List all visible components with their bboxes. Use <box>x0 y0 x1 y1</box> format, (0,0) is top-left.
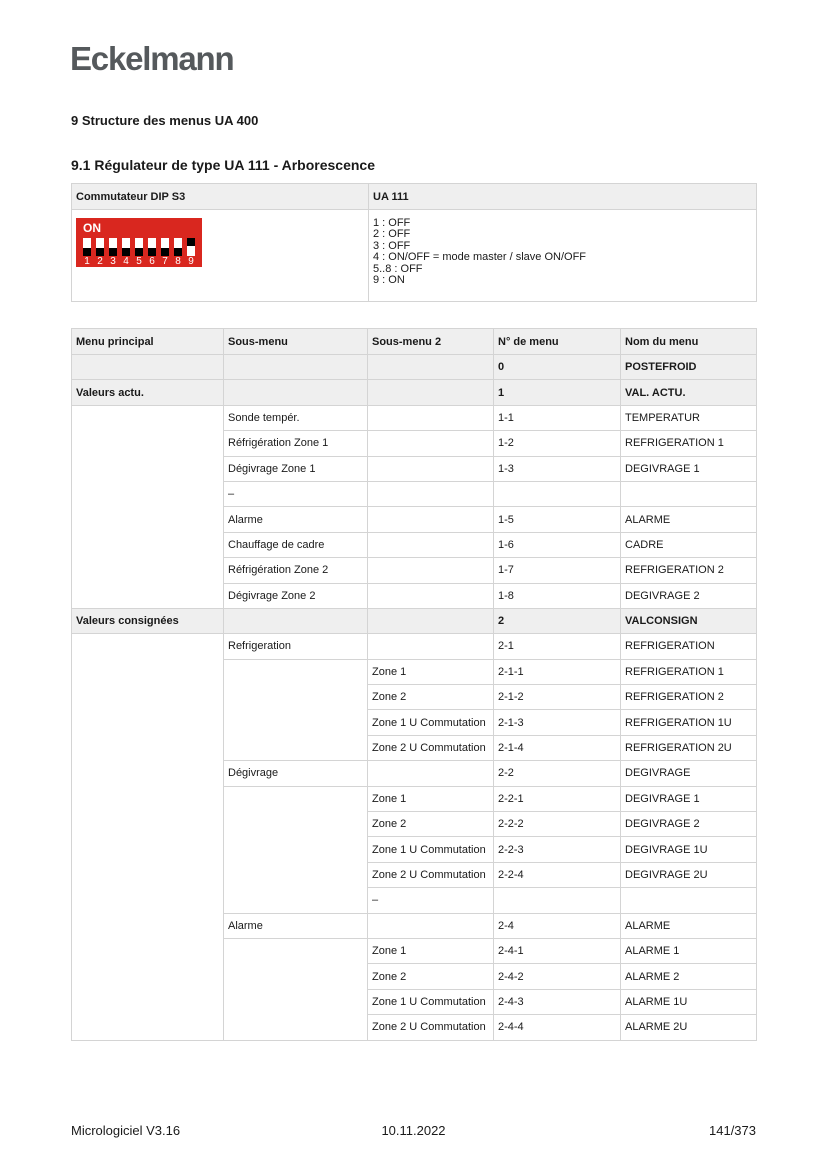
dip-switch-knob <box>122 248 130 256</box>
cell-main-menu <box>72 938 224 963</box>
dip-switch-knob <box>148 248 156 256</box>
cell-submenu <box>224 938 368 963</box>
cell-submenu <box>224 1015 368 1040</box>
cell-main-menu <box>72 913 224 938</box>
cell-menu-name: REFRIGERATION 1 <box>621 431 757 456</box>
cell-submenu-2: Zone 2 <box>368 812 494 837</box>
cell-main-menu: Valeurs consignées <box>72 608 224 633</box>
cell-menu-name: ALARME 2 <box>621 964 757 989</box>
cell-menu-name: VAL. ACTU. <box>621 380 757 405</box>
cell-submenu: Dégivrage Zone 1 <box>224 456 368 481</box>
cell-submenu: Réfrigération Zone 1 <box>224 431 368 456</box>
cell-submenu-2 <box>368 456 494 481</box>
cell-main-menu <box>72 989 224 1014</box>
cell-menu-number: 1-3 <box>494 456 621 481</box>
table-row <box>72 786 757 811</box>
footer-date: 10.11.2022 <box>381 1123 446 1138</box>
header-main-menu: Menu principal <box>72 329 224 355</box>
table-row <box>72 532 757 557</box>
cell-menu-name: DEGIVRAGE 2 <box>621 812 757 837</box>
cell-main-menu <box>72 1015 224 1040</box>
cell-main-menu <box>72 888 224 913</box>
cell-menu-number: 2 <box>494 608 621 633</box>
header-submenu-2: Sous-menu 2 <box>368 329 494 355</box>
table-row <box>72 431 757 456</box>
cell-main-menu <box>72 761 224 786</box>
cell-menu-name: REFRIGERATION 1U <box>621 710 757 735</box>
cell-menu-number: 1-8 <box>494 583 621 608</box>
table-row <box>72 710 757 735</box>
cell-menu-name: DEGIVRAGE 1 <box>621 456 757 481</box>
dip-switch-knob <box>109 248 117 256</box>
cell-menu-name: REFRIGERATION 2U <box>621 735 757 760</box>
cell-main-menu <box>72 735 224 760</box>
dip-switch-knob <box>135 248 143 256</box>
cell-submenu <box>224 659 368 684</box>
cell-menu-number: 2-4-3 <box>494 989 621 1014</box>
cell-submenu-2 <box>368 532 494 557</box>
table-row <box>72 481 757 506</box>
dip-switch-knob <box>174 248 182 256</box>
dip-col-header: Commutateur DIP S3 <box>72 184 369 210</box>
cell-main-menu <box>72 558 224 583</box>
cell-submenu-2: Zone 1 <box>368 786 494 811</box>
cell-menu-number <box>494 481 621 506</box>
dip-switch-table <box>71 183 757 302</box>
table-row <box>72 608 757 633</box>
cell-main-menu <box>72 964 224 989</box>
cell-submenu-2: Zone 2 U Commutation <box>368 735 494 760</box>
cell-menu-name: ALARME <box>621 507 757 532</box>
table-row <box>72 583 757 608</box>
cell-submenu-2: – <box>368 888 494 913</box>
cell-main-menu <box>72 355 224 380</box>
cell-main-menu <box>72 532 224 557</box>
cell-menu-number: 2-4-1 <box>494 938 621 963</box>
cell-submenu-2: Zone 1 <box>368 938 494 963</box>
footer-firmware: Micrologiciel V3.16 <box>71 1123 181 1138</box>
cell-menu-number: 2-1-1 <box>494 659 621 684</box>
cell-submenu <box>224 786 368 811</box>
table-row <box>72 380 757 405</box>
cell-submenu-2: Zone 2 <box>368 964 494 989</box>
cell-menu-number: 1-6 <box>494 532 621 557</box>
dip-setting-line: 2 : OFF <box>373 228 411 241</box>
cell-menu-name: ALARME 2U <box>621 1015 757 1040</box>
cell-menu-number: 1-5 <box>494 507 621 532</box>
cell-main-menu <box>72 685 224 710</box>
cell-submenu <box>224 608 368 633</box>
cell-main-menu <box>72 710 224 735</box>
cell-menu-number: 2-2-4 <box>494 862 621 887</box>
table-row <box>72 659 757 684</box>
dip-switch-4 <box>122 238 130 256</box>
cell-submenu-2: Zone 1 <box>368 659 494 684</box>
cell-submenu-2: Zone 2 <box>368 685 494 710</box>
cell-menu-number: 2-1-4 <box>494 735 621 760</box>
menu-table-header-row <box>72 329 757 355</box>
table-row <box>72 964 757 989</box>
cell-main-menu <box>72 812 224 837</box>
dip-setting-line: 5..8 : OFF <box>373 262 423 275</box>
cell-submenu-2 <box>368 380 494 405</box>
footer-page-number: 141/373 <box>709 1123 756 1138</box>
cell-submenu-2 <box>368 481 494 506</box>
table-row <box>72 989 757 1014</box>
cell-menu-number: 1-2 <box>494 431 621 456</box>
ua-col-header: UA 111 <box>369 184 757 210</box>
cell-submenu <box>224 812 368 837</box>
dip-switch-number: 9 <box>188 256 194 267</box>
chapter-title: 9 Structure des menus UA 400 <box>71 113 259 128</box>
cell-menu-name: ALARME 1 <box>621 938 757 963</box>
cell-submenu-2 <box>368 583 494 608</box>
table-row <box>72 685 757 710</box>
cell-submenu <box>224 355 368 380</box>
cell-submenu-2 <box>368 558 494 583</box>
dip-setting-line: 1 : OFF <box>373 217 411 229</box>
cell-submenu-2: Zone 2 U Commutation <box>368 1015 494 1040</box>
cell-menu-name: ALARME 1U <box>621 989 757 1014</box>
header-menu-name: Nom du menu <box>621 329 757 355</box>
cell-menu-number: 2-1-2 <box>494 685 621 710</box>
cell-menu-number: 2-1 <box>494 634 621 659</box>
cell-menu-name: CADRE <box>621 532 757 557</box>
dip-switch-number: 1 <box>84 256 90 267</box>
cell-menu-name: DEGIVRAGE <box>621 761 757 786</box>
dip-switch-knob <box>96 248 104 256</box>
dip-switch-2 <box>96 238 104 256</box>
cell-submenu: Dégivrage Zone 2 <box>224 583 368 608</box>
cell-main-menu <box>72 481 224 506</box>
dip-switch-cell <box>72 210 369 302</box>
table-row <box>72 456 757 481</box>
cell-submenu <box>224 685 368 710</box>
dip-switch-1 <box>83 238 91 256</box>
dip-setting-line: 3 : OFF <box>373 239 411 252</box>
table-row <box>72 862 757 887</box>
cell-menu-number: 2-1-3 <box>494 710 621 735</box>
cell-menu-name <box>621 481 757 506</box>
cell-menu-name: REFRIGERATION 1 <box>621 659 757 684</box>
menu-tree-table <box>71 328 757 1041</box>
table-row <box>72 938 757 963</box>
cell-main-menu <box>72 583 224 608</box>
cell-main-menu <box>72 862 224 887</box>
cell-menu-number: 2-2-1 <box>494 786 621 811</box>
cell-submenu-2 <box>368 355 494 380</box>
cell-submenu: – <box>224 481 368 506</box>
table-row <box>72 507 757 532</box>
cell-submenu <box>224 989 368 1014</box>
cell-submenu: Alarme <box>224 913 368 938</box>
dip-switch-3 <box>109 238 117 256</box>
cell-submenu-2: Zone 1 U Commutation <box>368 989 494 1014</box>
dip-setting-line: 4 : ON/OFF = mode master / slave ON/OFF <box>373 251 587 264</box>
dip-switch-5 <box>135 238 143 256</box>
cell-submenu <box>224 964 368 989</box>
cell-submenu-2 <box>368 431 494 456</box>
table-row <box>72 812 757 837</box>
cell-menu-number: 0 <box>494 355 621 380</box>
cell-submenu: Sonde tempér. <box>224 405 368 430</box>
cell-menu-number: 2-2-3 <box>494 837 621 862</box>
cell-menu-number: 1 <box>494 380 621 405</box>
cell-menu-number: 2-4-4 <box>494 1015 621 1040</box>
cell-main-menu <box>72 405 224 430</box>
cell-menu-name: DEGIVRAGE 1U <box>621 837 757 862</box>
dip-switch-number: 7 <box>162 256 168 267</box>
cell-submenu-2: Zone 2 U Commutation <box>368 862 494 887</box>
cell-submenu-2 <box>368 405 494 430</box>
dip-switch-9 <box>187 238 195 256</box>
dip-settings-cell <box>369 210 757 302</box>
dip-switch-graphic <box>76 218 202 267</box>
cell-menu-number: 2-4 <box>494 913 621 938</box>
cell-main-menu: Valeurs actu. <box>72 380 224 405</box>
cell-submenu-2 <box>368 507 494 532</box>
cell-submenu-2: Zone 1 U Commutation <box>368 837 494 862</box>
cell-main-menu <box>72 659 224 684</box>
dip-switch-8 <box>174 238 182 256</box>
cell-main-menu <box>72 431 224 456</box>
cell-menu-number: 2-2-2 <box>494 812 621 837</box>
cell-submenu: Dégivrage <box>224 761 368 786</box>
cell-submenu: Refrigeration <box>224 634 368 659</box>
table-row <box>72 355 757 380</box>
cell-submenu <box>224 380 368 405</box>
cell-menu-name: DEGIVRAGE 2U <box>621 862 757 887</box>
dip-switch-7 <box>161 238 169 256</box>
dip-switch-knob <box>83 248 91 256</box>
cell-menu-number: 2-2 <box>494 761 621 786</box>
cell-submenu-2 <box>368 634 494 659</box>
cell-menu-name: POSTEFROID <box>621 355 757 380</box>
cell-submenu: Réfrigération Zone 2 <box>224 558 368 583</box>
cell-submenu: Alarme <box>224 507 368 532</box>
dip-switch-number: 4 <box>123 256 129 267</box>
cell-menu-number: 1-7 <box>494 558 621 583</box>
table-row <box>72 1015 757 1040</box>
cell-main-menu <box>72 507 224 532</box>
cell-menu-name: ALARME <box>621 913 757 938</box>
table-row <box>72 913 757 938</box>
cell-menu-number: 1-1 <box>494 405 621 430</box>
dip-switch-number: 6 <box>149 256 155 267</box>
dip-on-label: ON <box>83 221 101 235</box>
cell-main-menu <box>72 634 224 659</box>
table-row <box>72 735 757 760</box>
cell-main-menu <box>72 786 224 811</box>
dip-switch-number: 5 <box>136 256 142 267</box>
header-menu-number: N° de menu <box>494 329 621 355</box>
table-row <box>72 837 757 862</box>
cell-submenu <box>224 735 368 760</box>
table-row <box>72 558 757 583</box>
section-title: 9.1 Régulateur de type UA 111 - Arborescence <box>71 157 375 173</box>
cell-menu-name <box>621 888 757 913</box>
cell-submenu-2: Zone 1 U Commutation <box>368 710 494 735</box>
cell-submenu <box>224 862 368 887</box>
cell-submenu-2 <box>368 761 494 786</box>
cell-menu-name: REFRIGERATION 2 <box>621 558 757 583</box>
cell-submenu-2 <box>368 913 494 938</box>
dip-setting-line: 9 : ON <box>373 274 405 287</box>
cell-menu-name: VALCONSIGN <box>621 608 757 633</box>
cell-menu-name: REFRIGERATION 2 <box>621 685 757 710</box>
cell-submenu <box>224 888 368 913</box>
dip-switch-knob <box>161 248 169 256</box>
table-row <box>72 634 757 659</box>
dip-switch-number: 3 <box>110 256 116 267</box>
table-row <box>72 761 757 786</box>
cell-main-menu <box>72 456 224 481</box>
header-submenu: Sous-menu <box>224 329 368 355</box>
cell-menu-name: DEGIVRAGE 1 <box>621 786 757 811</box>
brand-logo: Eckelmann <box>70 40 234 77</box>
cell-submenu <box>224 710 368 735</box>
cell-menu-name: TEMPERATUR <box>621 405 757 430</box>
dip-switch-6 <box>148 238 156 256</box>
dip-switch-number: 2 <box>97 256 103 267</box>
cell-menu-number <box>494 888 621 913</box>
dip-switch-knob <box>187 238 195 246</box>
table-row <box>72 405 757 430</box>
table-row <box>72 888 757 913</box>
dip-switch-number: 8 <box>175 256 181 267</box>
cell-submenu <box>224 837 368 862</box>
cell-menu-name: REFRIGERATION <box>621 634 757 659</box>
cell-main-menu <box>72 837 224 862</box>
cell-submenu: Chauffage de cadre <box>224 532 368 557</box>
cell-submenu-2 <box>368 608 494 633</box>
cell-menu-name: DEGIVRAGE 2 <box>621 583 757 608</box>
cell-menu-number: 2-4-2 <box>494 964 621 989</box>
